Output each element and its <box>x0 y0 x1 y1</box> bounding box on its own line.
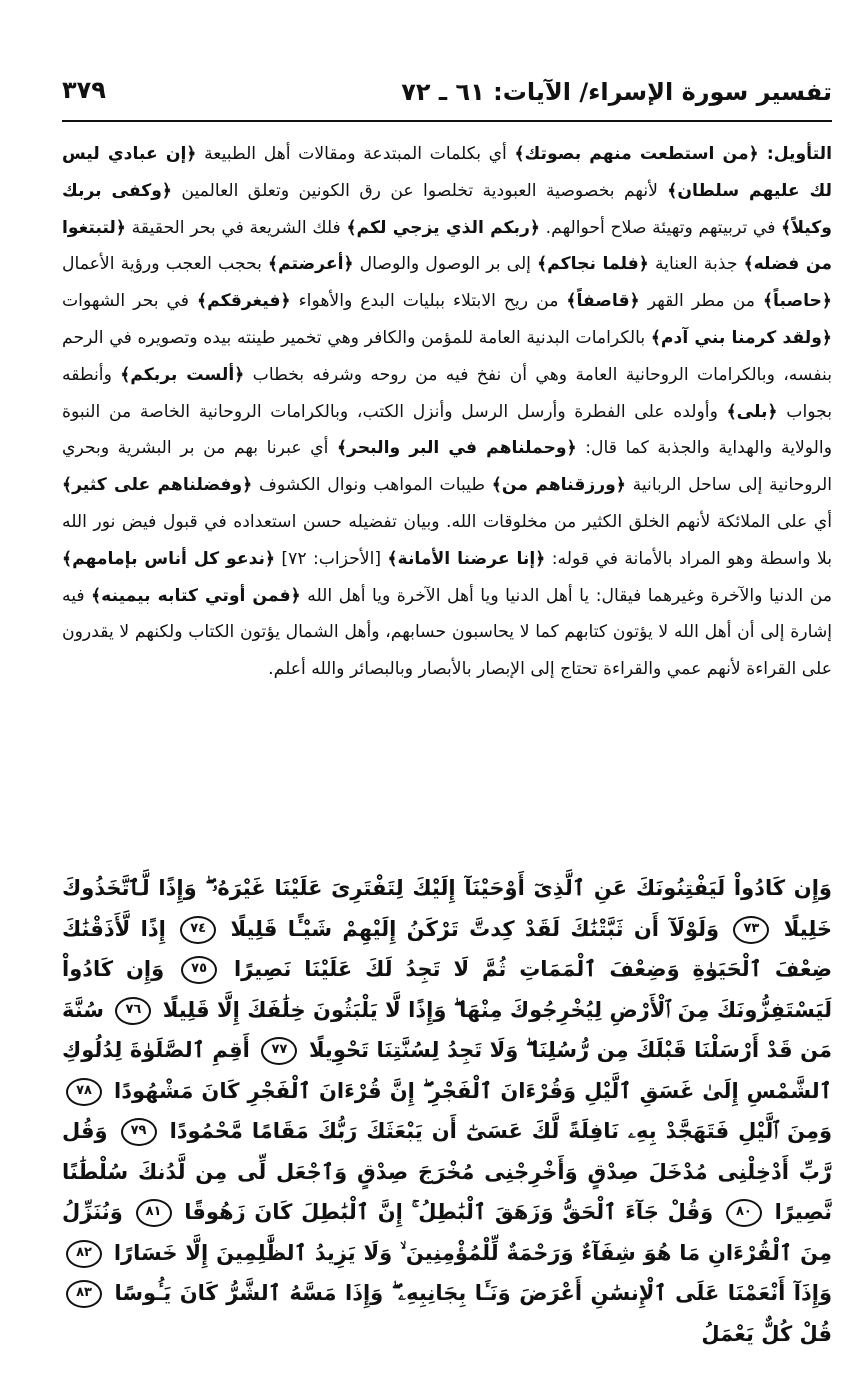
running-header <box>62 70 832 122</box>
quoted-phrase: ﴿قاصفاً﴾ <box>566 291 640 312</box>
commentary-segment: بالكرامات البدنية العامة للمؤمن والكافر وهي تخمير طينته بيده وتصويره في الرحم بنفسه، وبالكرامات الروحانية العامة وهي أن نفخ فيه من روحه وشرفه بخطاب <box>62 327 832 385</box>
verse-text: وَنُنَزِّلُ مِنَ ٱلْقُرْءَانِ مَا هُوَ شِفَآءٌ وَرَحْمَةٌ لِّلْمُؤْمِنِينَ ۙ وَلَا يَزِيدُ ٱلظَّٰلِمِينَ إِلَّا خَسَارًا <box>62 1200 832 1265</box>
quoted-phrase: ﴿ألست بربكم﴾ <box>120 364 245 385</box>
quoted-phrase: ﴿وحملناهم في البر والبحر﴾ <box>336 438 577 459</box>
commentary-segment: إلى بر الوصول والوصال <box>353 254 538 275</box>
commentary-segment: من ريح الابتلاء ببليات البدع والأهواء <box>290 291 567 312</box>
quoted-phrase: ﴿فلما نجاكم﴾ <box>537 254 649 275</box>
quoted-phrase: ﴿من استطعت منهم بصوتك﴾ <box>514 144 759 164</box>
ayah-number-marker: ٨١ <box>136 1199 172 1227</box>
ayah-number-marker: ٧٨ <box>66 1078 102 1106</box>
commentary-segment: [الأحزاب: ٧٢] <box>275 548 388 569</box>
commentary-text <box>62 136 832 688</box>
section-divider <box>62 852 832 853</box>
quoted-phrase: ﴿ندعو كل أناس بإمامهم﴾ <box>62 548 276 569</box>
commentary-segment: وأنطقه بجواب <box>62 364 832 422</box>
commentary-paragraph <box>62 136 832 688</box>
quoted-phrase: ﴿وفضلناهم على كثير﴾ <box>62 475 253 496</box>
quoted-phrase: ﴿ورزقناهم من﴾ <box>491 475 626 496</box>
verse-text: وَإِن كَادُواْ لَيَفْتِنُونَكَ عَنِ ٱلَّذِىٓ أَوْحَيْنَآ إِلَيْكَ لِتَفْتَرِىَ عَلَيْنَا غَيْرَهُۥ ۖ وَإِذًا لَّٱتَّخَذُوكَ خَلِيلًا <box>62 876 833 941</box>
quran-verses <box>62 868 832 1354</box>
commentary-segment: أي على الملائكة لأنهم الخلق الكثير من مخلوقات الله. وبيان تفضيله حسن استعداده في قبول فيض نور الله بلا واسطة وهو المراد بالأمانة في قوله: <box>62 511 832 569</box>
quoted-phrase: ﴿إنا عرضنا الأمانة﴾ <box>387 548 546 569</box>
verse-text: قُلْ كُلٌّ يَعْمَلُ <box>701 1321 832 1346</box>
verse-text: أَقِمِ ٱلصَّلَوٰةَ لِدُلُوكِ ٱلشَّمْسِ إِلَىٰ غَسَقِ ٱلَّيْلِ وَقُرْءَانَ ٱلْفَجْرِ ۖ إِنَّ قُرْءَانَ ٱلْفَجْرِ كَانَ مَشْهُودًا <box>62 1038 832 1103</box>
quoted-phrase: ﴿فيغرقكم﴾ <box>197 291 291 312</box>
quran-paragraph <box>62 868 832 1354</box>
ayah-number-marker: ٧٦ <box>115 997 151 1025</box>
quoted-phrase: ﴿حاصباً﴾ <box>762 291 832 312</box>
verse-text: وَمِنَ ٱلَّيْلِ فَتَهَجَّدْ بِهِۦ نَافِلَةً لَّكَ عَسَىٰٓ أَن يَبْعَثَكَ رَبُّكَ مَقَامًا مَّحْمُودًا <box>169 1119 833 1143</box>
commentary-segment: جذبة العناية <box>648 254 744 275</box>
commentary-segment: من مطر القهر <box>639 291 763 312</box>
verse-text: وَقُل رَّبِّ أَدْخِلْنِى مُدْخَلَ صِدْقٍ وَأَخْرِجْنِى مُخْرَجَ صِدْقٍ وَٱجْعَل لِّى مِن لَّدُنكَ سُلْطَٰنًا نَّصِيرًا <box>62 1119 832 1224</box>
commentary-segment: في تربيتهم وتهيئة صلاح أحوالهم. <box>539 217 782 238</box>
ayah-number-marker: ٧٤ <box>180 916 216 944</box>
commentary-segment: أي عبرنا بهم من بر البشرية وبحري الروحانية إلى ساحل الربانية <box>62 438 833 496</box>
quoted-phrase: ﴿إن عبادي ليس لك عليهم سلطان﴾ <box>62 144 832 201</box>
quoted-phrase: التأويل: <box>758 144 832 164</box>
commentary-segment: أي بكلمات المبتدعة ومقالات أهل الطبيعة <box>196 144 515 164</box>
verse-text: وَقُلْ جَآءَ ٱلْحَقُّ وَزَهَقَ ٱلْبَٰطِلُ ۚ إِنَّ ٱلْبَٰطِلَ كَانَ زَهُوقًا <box>184 1200 714 1224</box>
header-title: تفسير سورة الإسراء/ الآيات: ٦١ ـ ٧٢ <box>401 78 832 106</box>
commentary-segment: وأولده على الفطرة وأرسل الرسل وأنزل الكتب، وبالكرامات الروحانية الخاصة من النبوة والولاية والهداية والجذبة كما قال: <box>62 401 832 459</box>
commentary-segment: فيه إشارة إلى أن أهل الله لا يؤتون كتابهم كما لا يحاسبون حسابهم، وأهل الشمال يؤتون الكتاب ولكنهم لا يقدرون على القراءة لأنهم عمي والقراءة تحتاج إلى الإبصار بالأبصار وبالبصائر والله أعلم. <box>62 585 832 680</box>
verse-text: وَلَوْلَآ أَن ثَبَّتْنَٰكَ لَقَدْ كِدتَّ تَرْكَنُ إِلَيْهِمْ شَيْـًٔا قَلِيلًا <box>230 916 720 941</box>
commentary-segment: بحجب العجب ورؤية الأعمال <box>62 254 268 275</box>
quoted-phrase: ﴿أعرضتم﴾ <box>267 254 354 275</box>
verse-text: وَإِذَآ أَنْعَمْنَا عَلَى ٱلْإِنسَٰنِ أَعْرَضَ وَنَـَٔا بِجَانِبِهِۦ ۖ وَإِذَا مَسَّهُ ٱلشَّرُّ كَانَ يَـُٔوسًا <box>114 1281 832 1305</box>
page-number: ٣٧٩ <box>62 76 106 104</box>
quoted-phrase: ﴿لتبتغوا من فضله﴾ <box>62 217 833 275</box>
verse-text: سُنَّةَ مَن قَدْ أَرْسَلْنَا قَبْلَكَ مِن رُّسُلِنَا ۖ وَلَا تَجِدُ لِسُنَّتِنَا تَحْوِيلًا <box>62 997 833 1062</box>
verse-text: إِذًا لَّأَذَقْنَٰكَ ضِعْفَ ٱلْحَيَوٰةِ وَضِعْفَ ٱلْمَمَاتِ ثُمَّ لَا تَجِدُ لَكَ عَلَيْنَا نَصِيرًا <box>62 916 832 981</box>
quoted-phrase: ﴿ربكم الذي يزجي لكم﴾ <box>346 217 540 238</box>
ayah-number-marker: ٨٣ <box>66 1280 102 1308</box>
ayah-number-marker: ٧٧ <box>261 1037 297 1065</box>
commentary-segment: لأنهم بخصوصية العبودية تخلصوا عن رق الكونين وتعلق العالمين <box>172 180 668 201</box>
ayah-number-marker: ٧٣ <box>733 916 769 944</box>
quoted-phrase: ﴿ولقد كرمنا بني آدم﴾ <box>650 327 832 348</box>
ayah-number-marker: ٨٢ <box>66 1240 102 1268</box>
commentary-segment: من الدنيا والآخرة وغيرهما فيقال: يا أهل الدنيا ويا أهل الآخرة ويا أهل الله <box>300 585 832 606</box>
quoted-phrase: ﴿بلى﴾ <box>726 401 778 422</box>
commentary-segment: طيبات المواهب ونوال الكشوف <box>252 475 492 496</box>
commentary-segment: فلك الشريعة في بحر الحقيقة <box>125 217 347 238</box>
quoted-phrase: ﴿فمن أوتي كتابه بيمينه﴾ <box>91 585 301 606</box>
quoted-phrase: ﴿وكفى بربك وكيلاً﴾ <box>62 180 832 238</box>
verse-text: وَإِن كَادُواْ لَيَسْتَفِزُّونَكَ مِنَ ٱلْأَرْضِ لِيُخْرِجُوكَ مِنْهَا ۖ وَإِذًا لَّا يَلْبَثُونَ خِلَٰفَكَ إِلَّا قَلِيلًا <box>62 957 833 1022</box>
ayah-number-marker: ٨٠ <box>726 1199 762 1227</box>
commentary-segment: في بحر الشهوات <box>62 291 198 312</box>
ayah-number-marker: ٧٩ <box>121 1118 157 1146</box>
ayah-number-marker: ٧٥ <box>181 956 217 984</box>
